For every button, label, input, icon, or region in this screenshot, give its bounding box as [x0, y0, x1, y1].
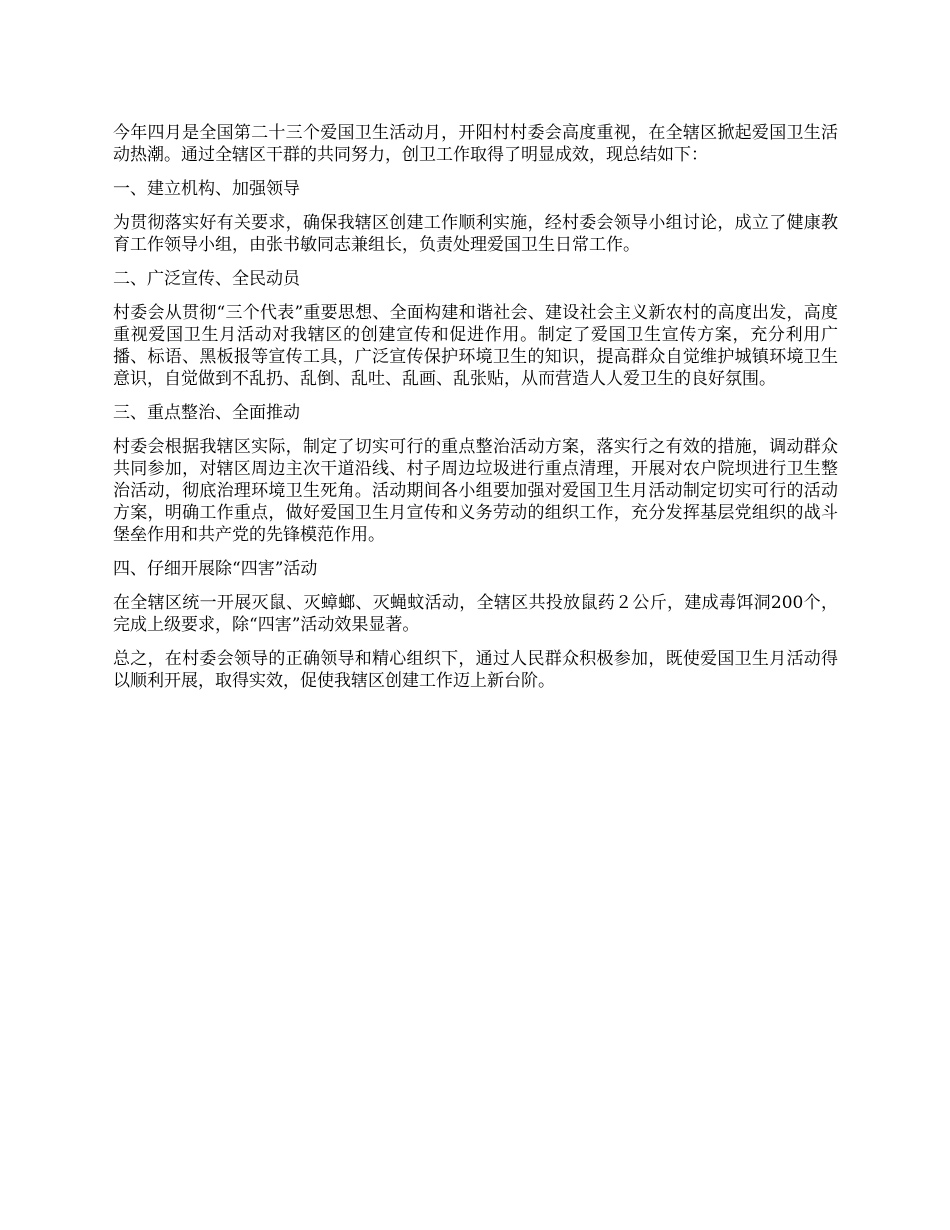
section-heading-2: 二、广泛宣传、全民动员 — [113, 269, 300, 289]
intro-paragraph: 今年四月是全国第二十三个爱国卫生活动月，开阳村村委会高度重视，在全辖区掀起爱国卫生活动热潮。通过全辖区干群的共同努力，创卫工作取得了明显成效，现总结如下： — [113, 123, 838, 165]
conclusion-paragraph: 总之，在村委会领导的正确领导和精心组织下，通过人民群众积极参加，既使爱国卫生月活动得以顺利开展，取得实效，促使我辖区创建工作迈上新台阶。 — [113, 649, 838, 691]
section-heading-4: 四、仔细开展除“四害”活动 — [113, 559, 318, 579]
section-heading-3: 三、重点整治、全面推动 — [113, 403, 300, 423]
document-body — [113, 122, 838, 704]
section-3-paragraph: 村委会根据我辖区实际，制定了切实可行的重点整治活动方案，落实行之有效的措施，调动群众共同参加，对辖区周边主次干道沿线、村子周边垃圾进行重点清理，开展对农户院坝进行卫生整治活动，彻底治理环境卫生死角。活动期间各小组要加强对爱国卫生月活动制定切实可行的活动方案，明确工作重点，做好爱国卫生月宣传和义务劳动的组织工作，充分发挥基层党组织的战斗堡垒作用和共产党的先锋模范作用。 — [113, 437, 838, 545]
section-heading-1: 一、建立机构、加强领导 — [113, 179, 300, 199]
section-1-paragraph: 为贯彻落实好有关要求，确保我辖区创建工作顺利实施，经村委会领导小组讨论，成立了健康教育工作领导小组，由张书敏同志兼组长，负责处理爱国卫生日常工作。 — [113, 213, 838, 255]
section-4-paragraph: 在全辖区统一开展灭鼠、灭蟑螂、灭蝇蚊活动，全辖区共投放鼠药２公斤，建成毒饵洞200个，完成上级要求，除“四害”活动效果显著。 — [113, 593, 838, 635]
section-2-paragraph: 村委会从贯彻“三个代表”重要思想、全面构建和谐社会、建设社会主义新农村的高度出发，高度重视爱国卫生月活动对我辖区的创建宣传和促进作用。制定了爱国卫生宣传方案，充分利用广播、标语、黑板报等宣传工具，广泛宣传保护环境卫生的知识，提高群众自觉维护城镇环境卫生意识，自觉做到不乱扔、乱倒、乱吐、乱画、乱张贴，从而营造人人爱卫生的良好氛围。 — [113, 303, 838, 389]
